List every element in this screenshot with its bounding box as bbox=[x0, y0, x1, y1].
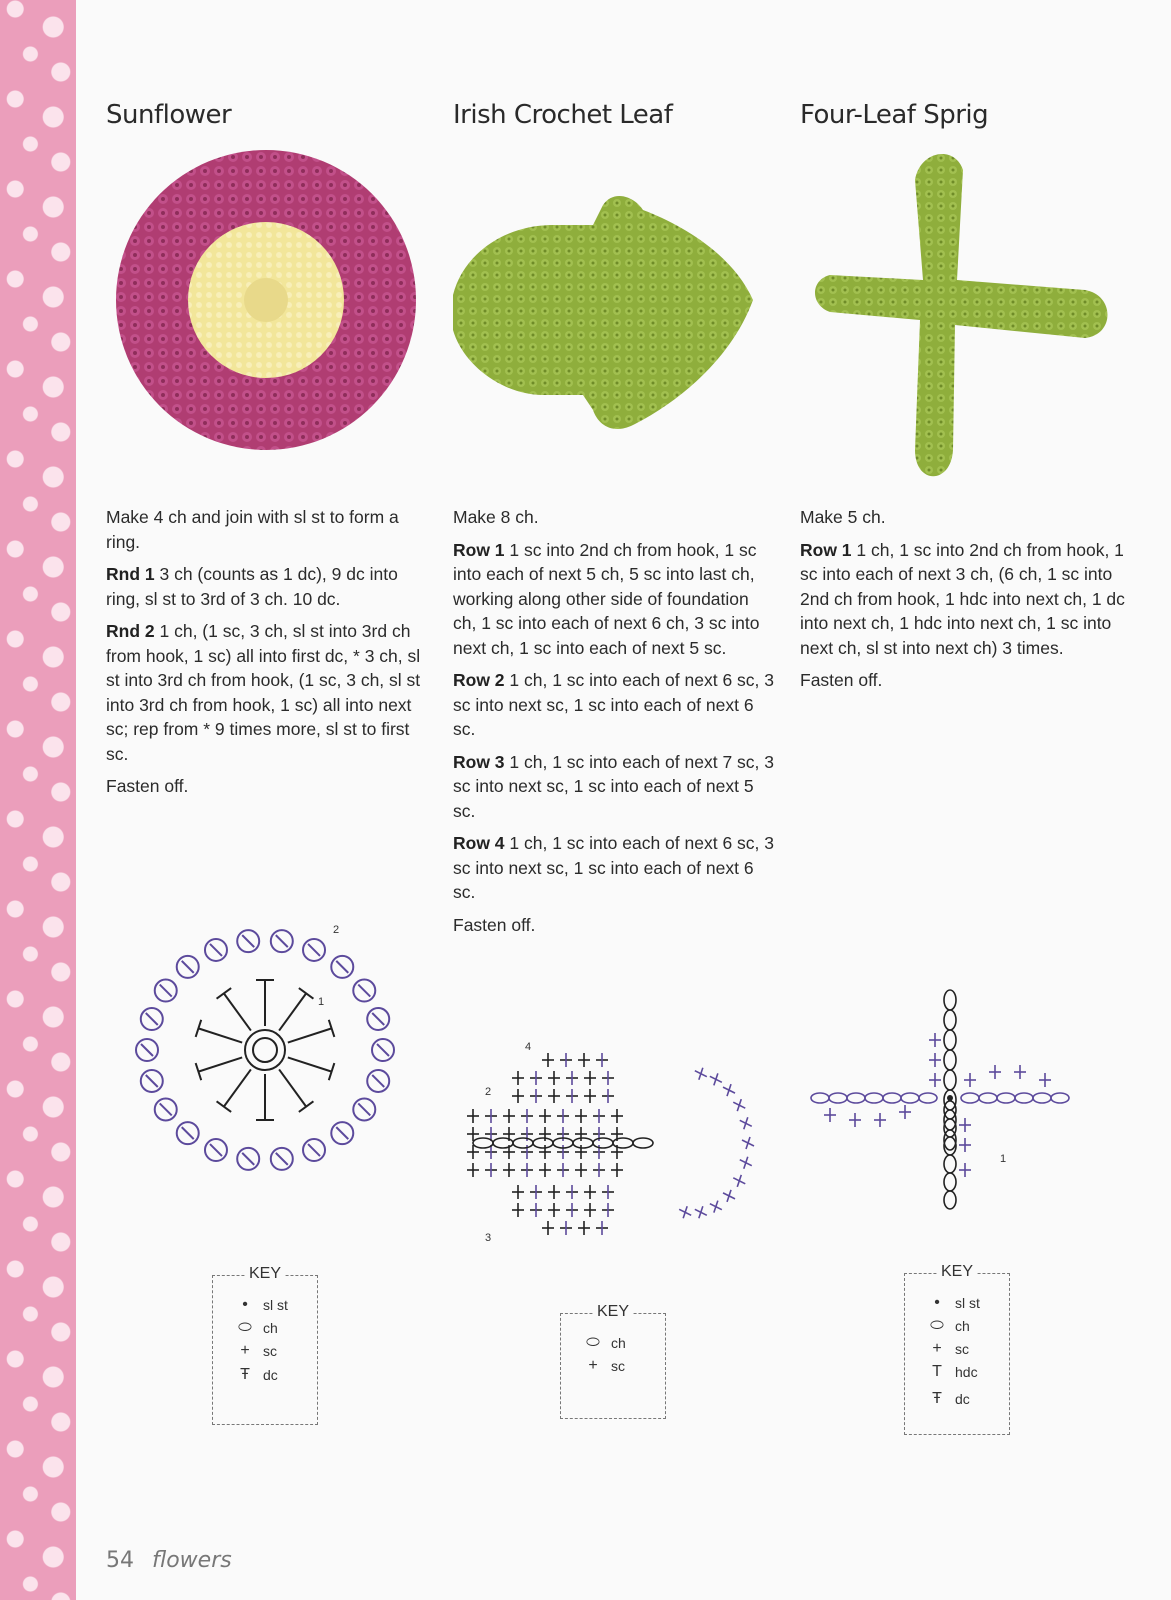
chart-label-round-2: 2 bbox=[333, 924, 340, 936]
sprig-photo bbox=[815, 140, 1115, 490]
instruction-paragraph: Fasten off. bbox=[453, 914, 536, 935]
key-label: sc bbox=[611, 1358, 625, 1374]
instruction-paragraph: Make 8 ch. bbox=[453, 507, 539, 527]
instruction-paragraph: Fasten off. bbox=[800, 670, 883, 690]
leaf-key bbox=[560, 1303, 666, 1419]
instruction-paragraph: Row 1 1 ch, 1 sc into 2nd ch from hook, 1 sc into each of next 3 ch, (6 ch, 1 sc into 2nd ch from hook, 1 hdc into next ch, 1 dc into next ch, 1 hdc into next ch, 1 sc into next ch, sl st into next ch) 3 times. bbox=[800, 539, 1125, 658]
dc-symbol-icon: Ŧ bbox=[932, 1390, 942, 1407]
key-title: KEY bbox=[245, 1265, 285, 1282]
sprig-key bbox=[904, 1263, 1010, 1435]
key-label: ch bbox=[955, 1318, 970, 1334]
sc-symbol-icon: + bbox=[240, 1342, 250, 1359]
instruction-paragraph: Row 1 1 sc into 2nd ch from hook, 1 sc into each of next 5 ch, 5 sc into last ch, working along other side of foundation ch, 1 sc into each of next 6 ch, 3 sc into next ch, 1 sc into each of next 5 sc. bbox=[453, 539, 760, 658]
chart-label-row-3: 3 bbox=[485, 1232, 492, 1244]
key-label: sc bbox=[263, 1343, 277, 1359]
leaf-instructions bbox=[453, 505, 775, 945]
sunflower-instructions bbox=[106, 505, 426, 807]
sprig-chart-diagram bbox=[800, 980, 1105, 1230]
sunflower-photo bbox=[114, 150, 424, 460]
page-number: 54 bbox=[106, 1548, 134, 1573]
sprig-instructions bbox=[800, 505, 1125, 701]
sc-symbol-icon: + bbox=[588, 1357, 598, 1374]
sunflower-chart-diagram bbox=[120, 915, 410, 1185]
chain-symbol-icon: ⬭ bbox=[930, 1317, 944, 1334]
key-label: sc bbox=[955, 1341, 969, 1357]
leaf-photo bbox=[443, 185, 763, 445]
key-label: dc bbox=[955, 1391, 970, 1407]
instruction-paragraph: Make 5 ch. bbox=[800, 507, 886, 527]
sprig-title: Four-Leaf Sprig bbox=[800, 100, 989, 130]
key-title: KEY bbox=[937, 1263, 977, 1280]
sunflower-key bbox=[212, 1265, 318, 1425]
section-name: flowers bbox=[152, 1548, 232, 1573]
key-label: sl st bbox=[955, 1295, 980, 1311]
chart-label-row-1: 1 bbox=[1000, 1153, 1007, 1165]
instruction-paragraph: Fasten off. bbox=[106, 776, 189, 796]
sunflower-title: Sunflower bbox=[106, 100, 232, 130]
instruction-paragraph: Row 4 1 ch, 1 sc into each of next 6 sc, 3 sc into next sc, 1 sc into each of next 6 sc. bbox=[453, 833, 775, 902]
key-title: KEY bbox=[593, 1303, 633, 1320]
chart-label-round-1: 1 bbox=[318, 996, 325, 1008]
hdc-symbol-icon: T bbox=[932, 1363, 942, 1380]
instruction-paragraph: Rnd 1 3 ch (counts as 1 dc), 9 dc into ring, sl st to 3rd of 3 ch. 10 dc. bbox=[106, 564, 398, 609]
instruction-paragraph: Row 3 1 ch, 1 sc into each of next 7 sc, 3 sc into next sc, 1 sc into each of next 5 sc. bbox=[453, 751, 775, 821]
chain-symbol-icon: ⬭ bbox=[586, 1334, 600, 1351]
chain-symbol-icon: ⬭ bbox=[238, 1319, 252, 1336]
dc-symbol-icon: Ŧ bbox=[240, 1366, 250, 1383]
sl-st-symbol-icon: • bbox=[242, 1296, 248, 1313]
key-label: ch bbox=[611, 1335, 626, 1351]
leaf-chart-diagram bbox=[443, 1030, 763, 1260]
decorative-side-strip bbox=[0, 0, 76, 1600]
sc-symbol-icon: + bbox=[932, 1340, 942, 1357]
key-label: ch bbox=[263, 1320, 278, 1336]
key-label: dc bbox=[263, 1367, 278, 1383]
chart-label-row-2: 2 bbox=[485, 1086, 492, 1098]
instruction-paragraph: Rnd 2 1 ch, (1 sc, 3 ch, sl st into 3rd ch from hook, 1 sc) all into first dc, * 3 ch, sl st into 3rd ch from hook, (1 sc, 3 ch, sl st into 3rd ch from hook, 1 sc) all into next sc; rep from * 9 times more, sl st to first sc. bbox=[106, 621, 421, 764]
key-label: sl st bbox=[263, 1297, 288, 1313]
page-footer bbox=[106, 1548, 232, 1573]
key-label: hdc bbox=[955, 1364, 978, 1380]
chart-label-row-4: 4 bbox=[525, 1041, 532, 1053]
instruction-paragraph: Row 2 1 ch, 1 sc into each of next 6 sc, 3 sc into next sc, 1 sc into each of next 6 sc. bbox=[453, 670, 775, 739]
instruction-paragraph: Make 4 ch and join with sl st to form a ring. bbox=[106, 507, 399, 552]
sl-st-symbol-icon: • bbox=[934, 1294, 940, 1311]
leaf-title: Irish Crochet Leaf bbox=[453, 100, 673, 130]
